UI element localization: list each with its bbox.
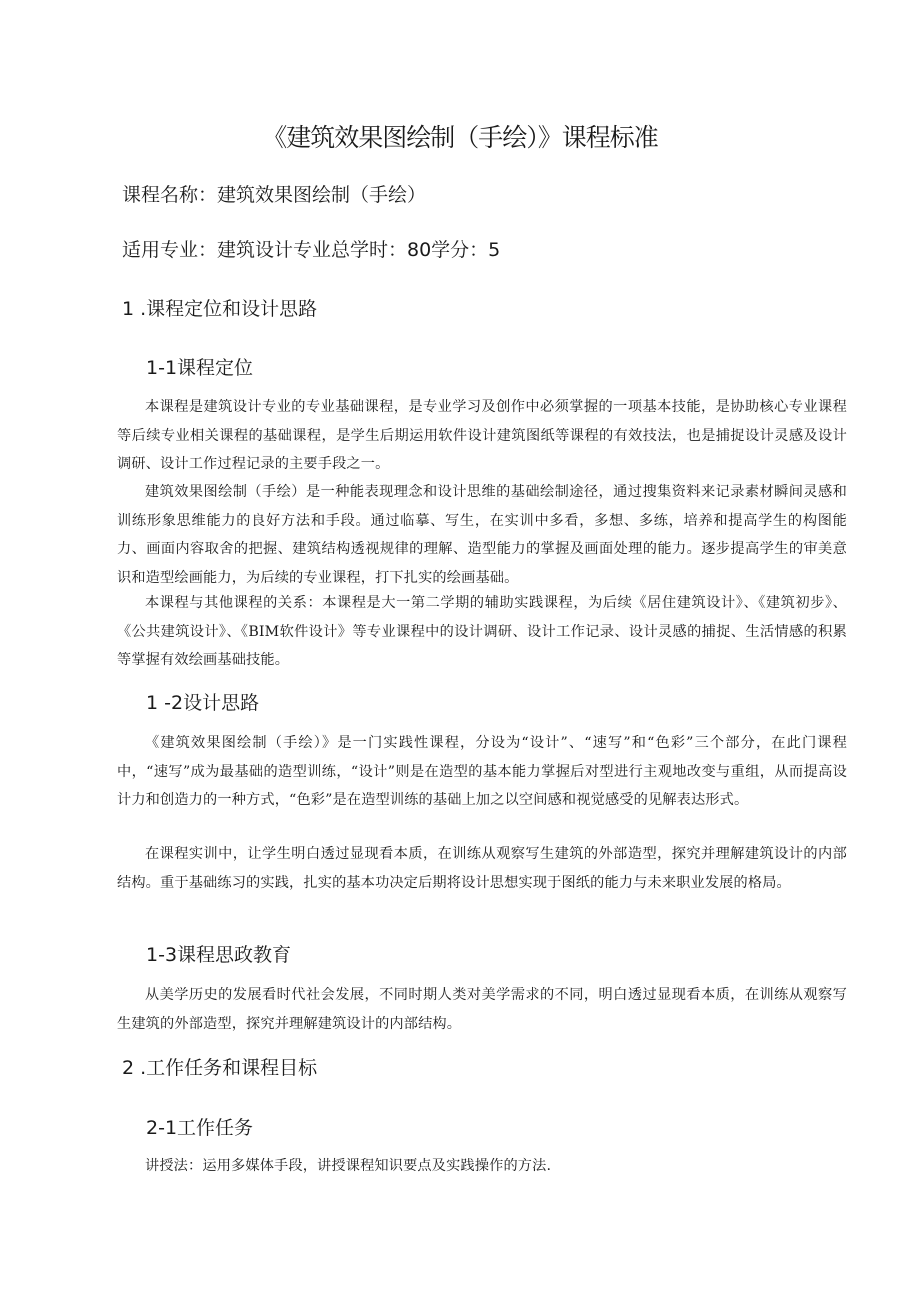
section-1-1-heading: 1-1课程定位 (146, 357, 254, 379)
section-1-heading: 1 .课程定位和设计思路 (122, 298, 318, 320)
section-2-1-heading: 2-1工作任务 (146, 1117, 254, 1139)
section-1-3-heading: 1-3课程思政教育 (146, 944, 292, 966)
section-2-1-paragraph-1: 讲授法：运用多媒体手段，讲授课程知识要点及实践操作的方法. (145, 1158, 552, 1174)
section-2-heading: 2 .工作任务和课程目标 (122, 1057, 318, 1079)
section-1-1-paragraph-1: 本课程是建筑设计专业的专业基础课程，是专业学习及创作中必须掌握的一项基本技能，是协助核心专业课程等后续专业相关课程的基础课程，是学生后期运用软件设计建筑图纸等课程的有效技法，也是捕捉设计灵感及设计调研、设计工作过程记录的主要手段之一。 (117, 399, 847, 472)
section-1-2-heading: 1 -2设计思路 (146, 692, 260, 714)
document-title: 《建筑效果图绘制（手绘）》课程标准 (262, 123, 658, 152)
section-1-1-paragraph-2: 建筑效果图绘制（手绘）是一种能表现理念和设计思维的基础绘制途径，通过搜集资料来记录素材瞬间灵感和训练形象思维能力的良好方法和手段。通过临摹、写生，在实训中多看，多想、多练，培养和提高学生的构图能力、画面内容取舍的把握、建筑结构透视规律的理解、造型能力的掌握及画面处理的能力。逐步提高学生的审美意识和造型绘画能力，为后续的专业课程，打下扎实的绘画基础。 (117, 484, 847, 586)
section-1-3-paragraph-1: 从美学历史的发展看时代社会发展，不同时期人类对美学需求的不同，明白透过显现看本质，在训练从观察写生建筑的外部造型，探究并理解建筑设计的内部结构。 (117, 987, 847, 1032)
course-meta-line: 适用专业：建筑设计专业总学时：80学分：5 (122, 239, 501, 261)
section-1-2-paragraph-1: 《建筑效果图绘制（手绘）》是一门实践性课程，分设为“设计”、“速写”和“色彩”三个部分，在此门课程中，“速写”成为最基础的造型训练，“设计”则是在造型的基本能力掌握后对型进行主观地改变与重组，从而提高设计力和创造力的一种方式，“色彩”是在造型训练的基础上加之以空间感和视觉感受的见解表达形式。 (117, 735, 847, 808)
section-1-2-paragraph-2: 在课程实训中，让学生明白透过显现看本质，在训练从观察写生建筑的外部造型，探究并理解建筑设计的内部结构。重于基础练习的实践，扎实的基本功决定后期将设计思想实现于图纸的能力与未来职业发展的格局。 (117, 846, 847, 891)
section-1-1-paragraph-3: 本课程与其他课程的关系：本课程是大一第二学期的辅助实践课程，为后续《居住建筑设计》、《建筑初步》、《公共建筑设计》、《BIM软件设计》等专业课程中的设计调研、设计工作记录、设计灵感的捕捉、生活情感的积累等掌握有效绘画基础技能。 (117, 595, 847, 668)
course-name-line: 课程名称：建筑效果图绘制（手绘） (122, 184, 427, 206)
